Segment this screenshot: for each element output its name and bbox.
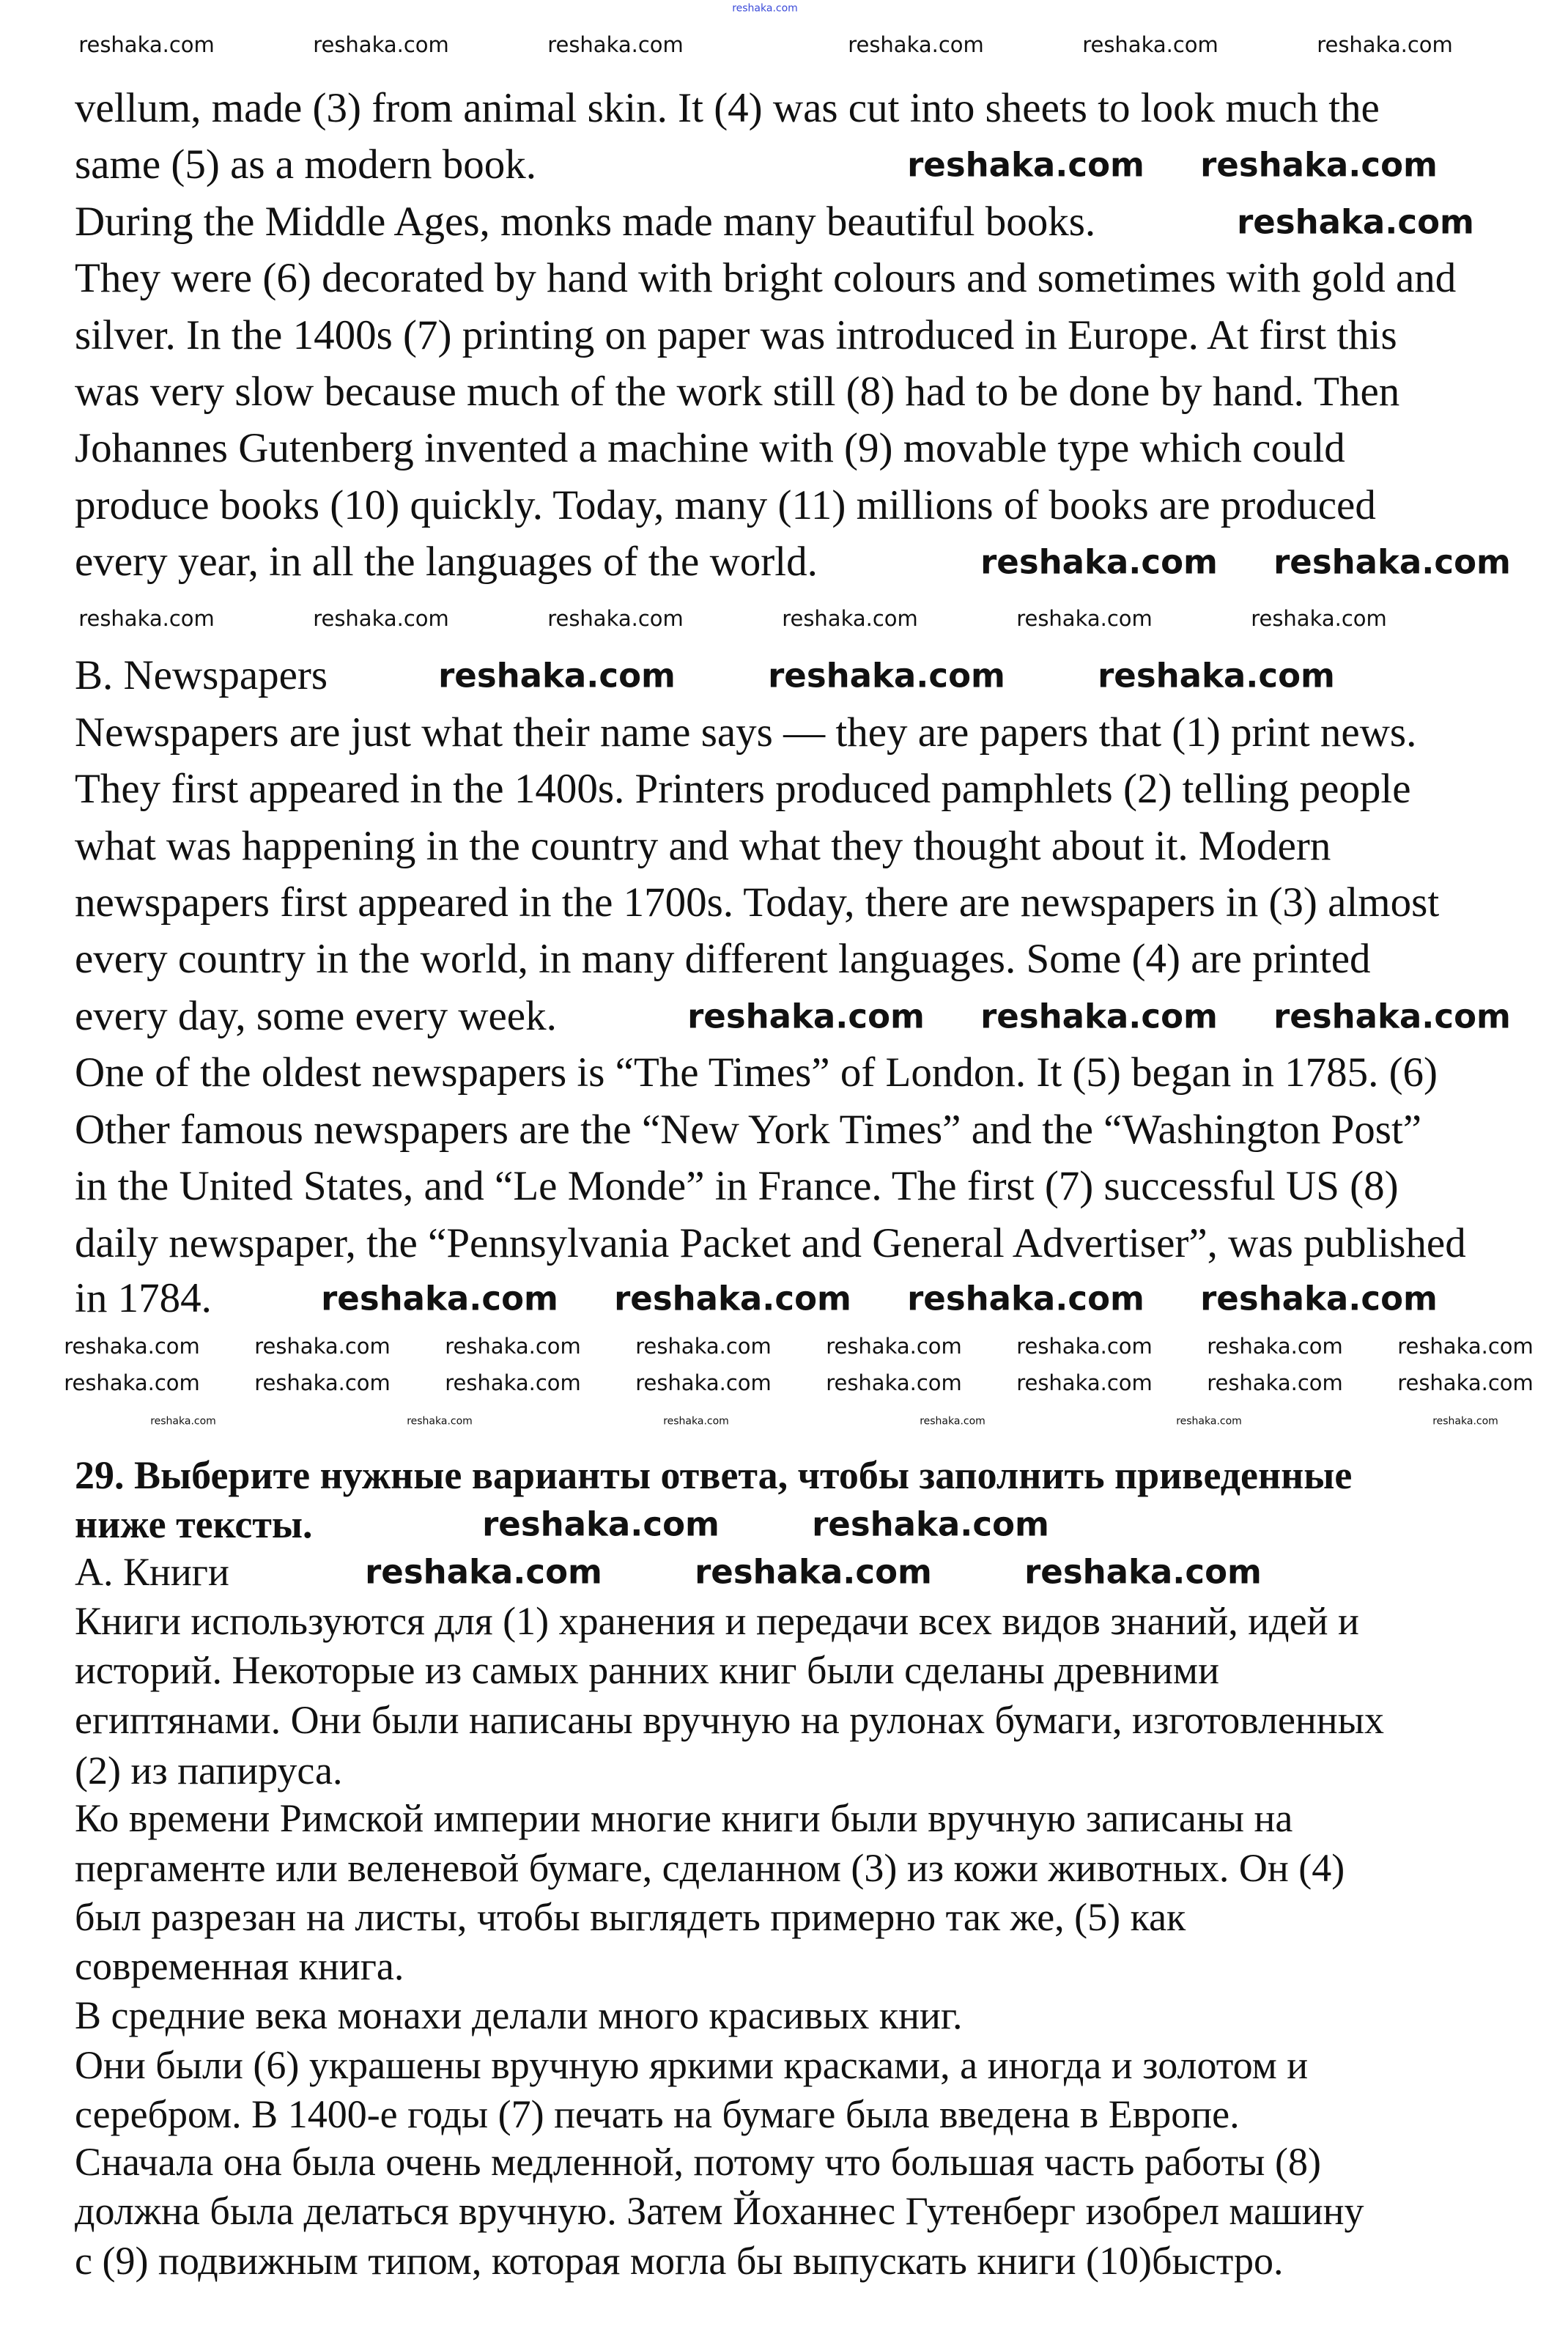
watermark: reshaka.com [150,1415,216,1428]
paragraph-line: produce books (10) quickly. Today, many (11) millions of books are produced [75,482,1376,528]
paragraph-line: был разрезан на листы, чтобы выглядеть примерно так же, (5) как [75,1895,1186,1939]
paragraph-line: every country in the world, in many different languages. Some (4) are printed [75,936,1371,982]
watermark: reshaka.com [907,1279,1144,1318]
section-heading: А. Книги [75,1550,229,1594]
paragraph-line: с (9) подвижным типом, которая могла бы выпускать книги (10)быстро. [75,2239,1284,2283]
watermark: reshaka.com [920,1415,985,1428]
paragraph-line: Ко времени Римской империи многие книги были вручную записаны на [75,1796,1293,1840]
watermark: reshaka.com [445,1334,581,1359]
watermark: reshaka.com [663,1415,729,1428]
header-watermark: reshaka.com [732,2,798,15]
watermark: reshaka.com [826,1334,962,1359]
watermark: reshaka.com [1273,997,1511,1036]
watermark: reshaka.com [1200,145,1438,185]
paragraph-line: same (5) as a modern book. [75,141,536,188]
watermark: reshaka.com [980,542,1218,582]
paragraph-line: They first appeared in the 1400s. Printers produced pamphlets (2) telling people [75,766,1411,812]
watermark: reshaka.com [848,32,984,58]
paragraph-line: Они были (6) украшены вручную яркими красками, а иногда и золотом и [75,2043,1309,2087]
watermark: reshaka.com [907,145,1144,185]
paragraph-line: what was happening in the country and what they thought about it. Modern [75,823,1331,869]
watermark: reshaka.com [768,656,1005,695]
watermark: reshaka.com [687,997,925,1036]
paragraph-line: was very slow because much of the work still (8) had to be done by hand. Then [75,369,1400,415]
paragraph-line: Книги используются для (1) хранения и передачи всех видов знаний, идей и [75,1599,1359,1643]
paragraph-line: Other famous newspapers are the “New York Times” and the “Washington Post” [75,1107,1422,1153]
paragraph-line: During the Middle Ages, monks made many beautiful books. [75,199,1096,245]
watermark: reshaka.com [826,1370,962,1396]
paragraph-line: Сначала она была очень медленной, потому что большая часть работы (8) [75,2140,1321,2184]
watermark: reshaka.com [1176,1415,1242,1428]
watermark: reshaka.com [64,1370,200,1396]
watermark: reshaka.com [445,1370,581,1396]
watermark: reshaka.com [254,1370,391,1396]
paragraph-line: серебром. В 1400-е годы (7) печать на бумаге была введена в Европе. [75,2092,1240,2136]
watermark: reshaka.com [1207,1370,1343,1396]
watermark: reshaka.com [1237,202,1474,242]
paragraph-line: in the United States, and “Le Monde” in France. The first (7) successful US (8) [75,1163,1399,1209]
watermark: reshaka.com [1016,1370,1153,1396]
watermark: reshaka.com [812,1505,1049,1544]
watermark: reshaka.com [1397,1370,1534,1396]
watermark: reshaka.com [635,1370,772,1396]
paragraph-line: Newspapers are just what their name says — they are papers that (1) print news. [75,709,1417,756]
paragraph-line: историй. Некоторые из самых ранних книг были сделаны древними [75,1648,1219,1692]
watermark: reshaka.com [1251,606,1387,632]
watermark: reshaka.com [547,606,684,632]
watermark: reshaka.com [695,1552,932,1592]
watermark: reshaka.com [1016,1334,1153,1359]
watermark: reshaka.com [1397,1334,1534,1359]
paragraph-line: vellum, made (3) from animal skin. It (4) was cut into sheets to look much the [75,85,1380,131]
watermark: reshaka.com [1024,1552,1262,1592]
watermark: reshaka.com [365,1552,602,1592]
watermark: reshaka.com [635,1334,772,1359]
watermark: reshaka.com [980,997,1218,1036]
watermark: reshaka.com [438,656,676,695]
watermark: reshaka.com [1200,1279,1438,1318]
paragraph-line: должна была делаться вручную. Затем Йоханнес Гутенберг изобрел машину [75,2189,1364,2233]
paragraph-line: daily newspaper, the “Pennsylvania Packet and General Advertiser”, was published [75,1220,1466,1266]
paragraph-line: (2) из папируса. [75,1749,343,1793]
paragraph-line: пергаменте или веленевой бумаге, сделанном (3) из кожи животных. Он (4) [75,1846,1345,1890]
watermark: reshaka.com [1098,656,1335,695]
watermark: reshaka.com [407,1415,473,1428]
paragraph-line: современная книга. [75,1944,404,1988]
task-title: ниже тексты. [75,1502,313,1546]
watermark: reshaka.com [313,32,449,58]
watermark: reshaka.com [254,1334,391,1359]
paragraph-line: египтянами. Они были написаны вручную на рулонах бумаги, изготовленных [75,1698,1384,1742]
watermark: reshaka.com [1317,32,1453,58]
paragraph-line: in 1784. [75,1275,212,1321]
task-title: 29. Выберите нужные варианты ответа, чтобы заполнить приведенные [75,1453,1353,1497]
paragraph-line: every year, in all the languages of the world. [75,539,818,585]
watermark: reshaka.com [482,1505,720,1544]
paragraph-line: Johannes Gutenberg invented a machine with (9) movable type which could [75,425,1345,471]
watermark: reshaka.com [1082,32,1218,58]
paragraph-line: every day, some every week. [75,993,557,1039]
paragraph-line: They were (6) decorated by hand with bright colours and sometimes with gold and [75,255,1457,301]
watermark: reshaka.com [313,606,449,632]
watermark: reshaka.com [78,32,215,58]
watermark: reshaka.com [782,606,918,632]
watermark: reshaka.com [321,1279,558,1318]
watermark: reshaka.com [1273,542,1511,582]
section-heading: B. Newspapers [75,652,328,698]
paragraph-line: newspapers first appeared in the 1700s. Today, there are newspapers in (3) almost [75,879,1440,926]
watermark: reshaka.com [1207,1334,1343,1359]
watermark: reshaka.com [1432,1415,1498,1428]
watermark: reshaka.com [1016,606,1153,632]
watermark: reshaka.com [614,1279,851,1318]
watermark: reshaka.com [78,606,215,632]
watermark: reshaka.com [64,1334,200,1359]
watermark: reshaka.com [547,32,684,58]
paragraph-line: One of the oldest newspapers is “The Times” of London. It (5) began in 1785. (6) [75,1049,1438,1096]
paragraph-line: silver. In the 1400s (7) printing on paper was introduced in Europe. At first this [75,312,1397,358]
paragraph-line: В средние века монахи делали много красивых книг. [75,1993,963,2037]
